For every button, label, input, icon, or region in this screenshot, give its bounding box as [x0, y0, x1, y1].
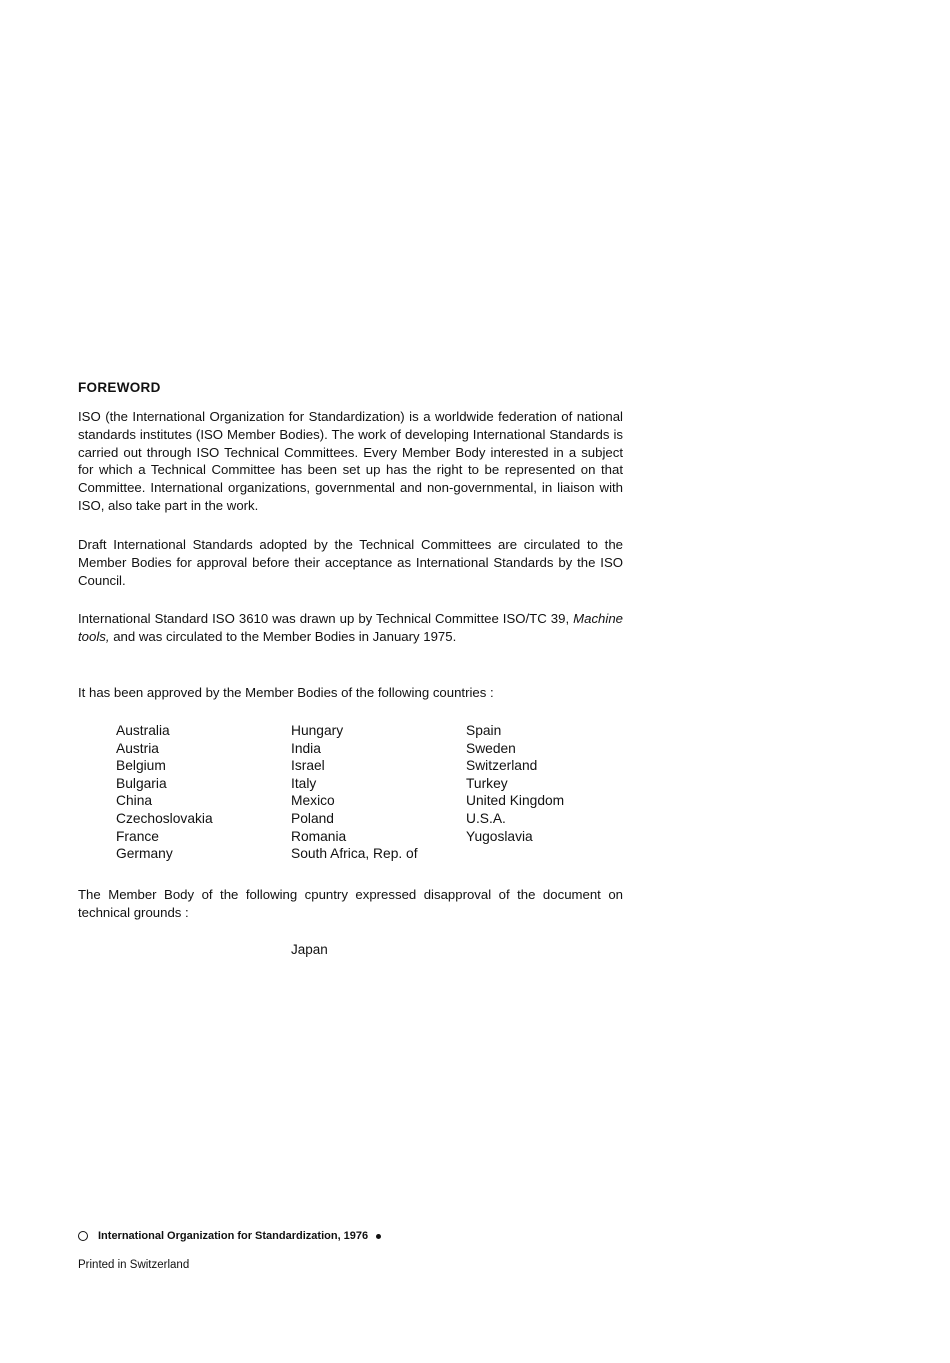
country-name: France: [116, 828, 159, 844]
country-name: Switzerland: [466, 758, 538, 774]
country-name: Yugoslavia: [466, 828, 533, 844]
copyright-line: [78, 1230, 381, 1242]
origin-text-before: International Standard ISO 3610 was drawn up by Technical Committee ISO/TC 39,: [78, 611, 574, 626]
country-name: Italy: [291, 775, 317, 791]
country-name: Germany: [116, 846, 173, 862]
country-name: China: [116, 793, 153, 809]
country-name: Australia: [116, 723, 170, 738]
country-name: India: [291, 740, 321, 756]
country-name: South Africa, Rep. of: [291, 846, 418, 862]
copyright-circle-icon: [78, 1231, 88, 1241]
country-name: Austria: [116, 740, 159, 756]
disapproving-country: Japan: [291, 942, 328, 957]
country-name: Spain: [466, 723, 502, 738]
country-column-1: [116, 722, 291, 863]
country-name: Romania: [291, 828, 347, 844]
country-name: Poland: [291, 810, 334, 826]
committee-title: Machine tools,: [78, 611, 623, 644]
foreword-heading: FOREWORD: [78, 380, 161, 395]
country-name: Czechoslovakia: [116, 810, 213, 826]
country-name: Hungary: [291, 723, 344, 738]
country-name: Belgium: [116, 758, 166, 774]
approval-intro: It has been approved by the Member Bodies of the following countries :: [78, 685, 494, 700]
bullet-icon: [376, 1234, 381, 1239]
country-name: Sweden: [466, 740, 516, 756]
country-name: United Kingdom: [466, 793, 565, 809]
printed-in-notice: Printed in Switzerland: [78, 1259, 190, 1271]
country-column-3: [466, 722, 641, 845]
intro-paragraph: ISO (the International Organization for Standardization) is a worldwide federation of national standards institutes (ISO Member Bodies). The work of developing International Standards is carried out through ISO Technical Committees. Every Member Body interested in a subject for which a Technical Committee has been set up has the right to be represented on that Committee. International organizations, governmental and non-governmental, in liaison with ISO, also take part in the work.: [78, 409, 623, 513]
country-name: Turkey: [466, 775, 508, 791]
standard-origin-paragraph: [78, 610, 623, 646]
country-name: Israel: [291, 758, 325, 774]
draft-standards-paragraph: Draft International Standards adopted by the Technical Committees are circulated to the Member Bodies for approval before their acceptance as International Standards by the ISO Council.: [78, 537, 623, 588]
country-name: Bulgaria: [116, 775, 167, 791]
country-name: U.S.A.: [466, 810, 506, 826]
origin-text-after: and was circulated to the Member Bodies in January 1975.: [109, 628, 457, 644]
disapproval-intro: The Member Body of the following cpuntry expressed disapproval of the document on technical grounds :: [78, 887, 623, 920]
copyright-text: International Organization for Standardization, 1976: [98, 1230, 369, 1242]
country-column-2: [291, 722, 466, 863]
country-name: Mexico: [291, 793, 335, 809]
